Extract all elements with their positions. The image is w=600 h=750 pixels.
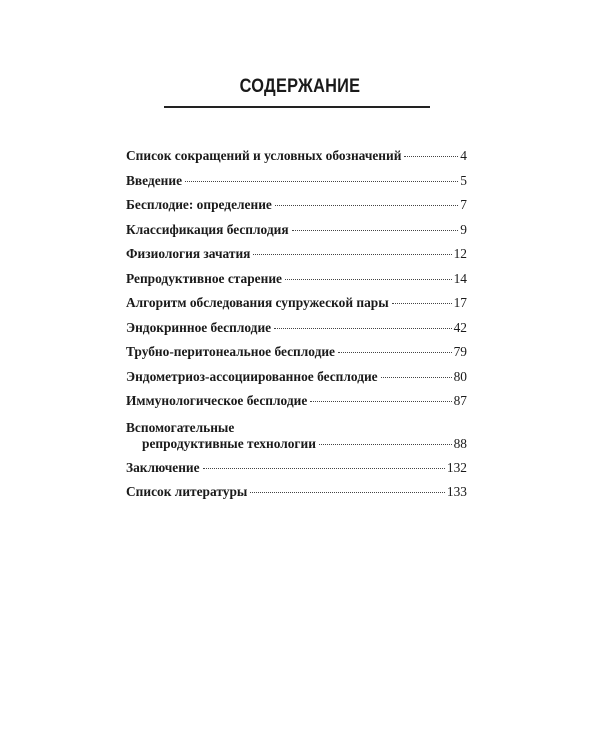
dot-leader: [310, 401, 451, 402]
dot-leader: [292, 230, 459, 231]
toc-entry-abbreviations[interactable]: [126, 148, 467, 173]
toc-entry-label-line2: репродуктивные технологии: [142, 435, 316, 451]
toc-entry-introduction[interactable]: [126, 173, 467, 198]
toc-entry-label: Трубно-перитонеальное бесплодие: [126, 344, 335, 359]
toc-entry-aging[interactable]: [126, 271, 467, 296]
page-title: СОДЕРЖАНИЕ: [239, 76, 361, 97]
toc-entry-label: Иммунологическое бесплодие: [126, 393, 308, 408]
toc-entry-classification[interactable]: [126, 222, 467, 247]
toc-entry-page: 12: [453, 246, 467, 261]
toc-entry-label-line1: Вспомогательные: [126, 419, 235, 435]
toc-entry-label: Введение: [126, 172, 183, 188]
title-underline: [164, 106, 430, 108]
toc-entry-label: Заключение: [126, 459, 200, 475]
table-of-contents: [126, 148, 467, 509]
dot-leader: [338, 352, 452, 353]
toc-entry-conclusion[interactable]: [126, 460, 467, 485]
toc-entry-label: Список литературы: [126, 484, 248, 499]
toc-entry-endocrine[interactable]: [126, 320, 467, 345]
dot-leader: [319, 444, 452, 445]
toc-entry-label: Алгоритм обследования супружеской пары: [126, 295, 389, 310]
dot-leader: [392, 303, 452, 304]
toc-entry-page: 42: [453, 319, 467, 335]
toc-entry-page: 14: [453, 270, 467, 286]
toc-entry-page: 132: [446, 459, 467, 475]
toc-entry-tubal[interactable]: [126, 344, 467, 369]
toc-entry-label: Репродуктивное старение: [126, 270, 282, 286]
toc-entry-label: Физиология зачатия: [126, 246, 251, 261]
toc-entry-page: 4: [460, 148, 467, 163]
toc-entry-page: 133: [446, 484, 467, 499]
toc-entry-label: Эндометриоз-ассоциированное бесплодие: [126, 368, 378, 384]
toc-entry-page: 87: [453, 393, 467, 408]
dot-leader: [285, 279, 452, 280]
toc-entry-label: Классификация бесплодия: [126, 221, 289, 237]
toc-entry-physiology[interactable]: [126, 246, 467, 271]
toc-entry-endometriosis[interactable]: [126, 369, 467, 394]
toc-entry-references[interactable]: [126, 484, 467, 509]
toc-entry-label: Список сокращений и условных обозначений: [126, 148, 402, 163]
toc-entry-page: 9: [460, 221, 467, 237]
dot-leader: [253, 254, 451, 255]
toc-entry-page: 7: [460, 197, 467, 212]
dot-leader: [203, 468, 445, 469]
toc-entry-page: 5: [460, 172, 467, 188]
dot-leader: [404, 156, 458, 157]
dot-leader: [381, 377, 452, 378]
toc-entry-page: 17: [453, 295, 467, 310]
toc-entry-art[interactable]: [126, 420, 467, 454]
toc-entry-page: 79: [453, 344, 467, 359]
toc-entry-label: Бесплодие: определение: [126, 197, 272, 212]
dot-leader: [275, 205, 458, 206]
toc-entry-immunological[interactable]: [126, 393, 467, 418]
dot-leader: [274, 328, 452, 329]
dot-leader: [250, 492, 445, 493]
toc-entry-label: Эндокринное бесплодие: [126, 319, 272, 335]
toc-entry-algorithm[interactable]: [126, 295, 467, 320]
toc-entry-page: 88: [453, 435, 467, 451]
toc-entry-definition[interactable]: [126, 197, 467, 222]
toc-entry-page: 80: [453, 368, 467, 384]
dot-leader: [185, 181, 458, 182]
